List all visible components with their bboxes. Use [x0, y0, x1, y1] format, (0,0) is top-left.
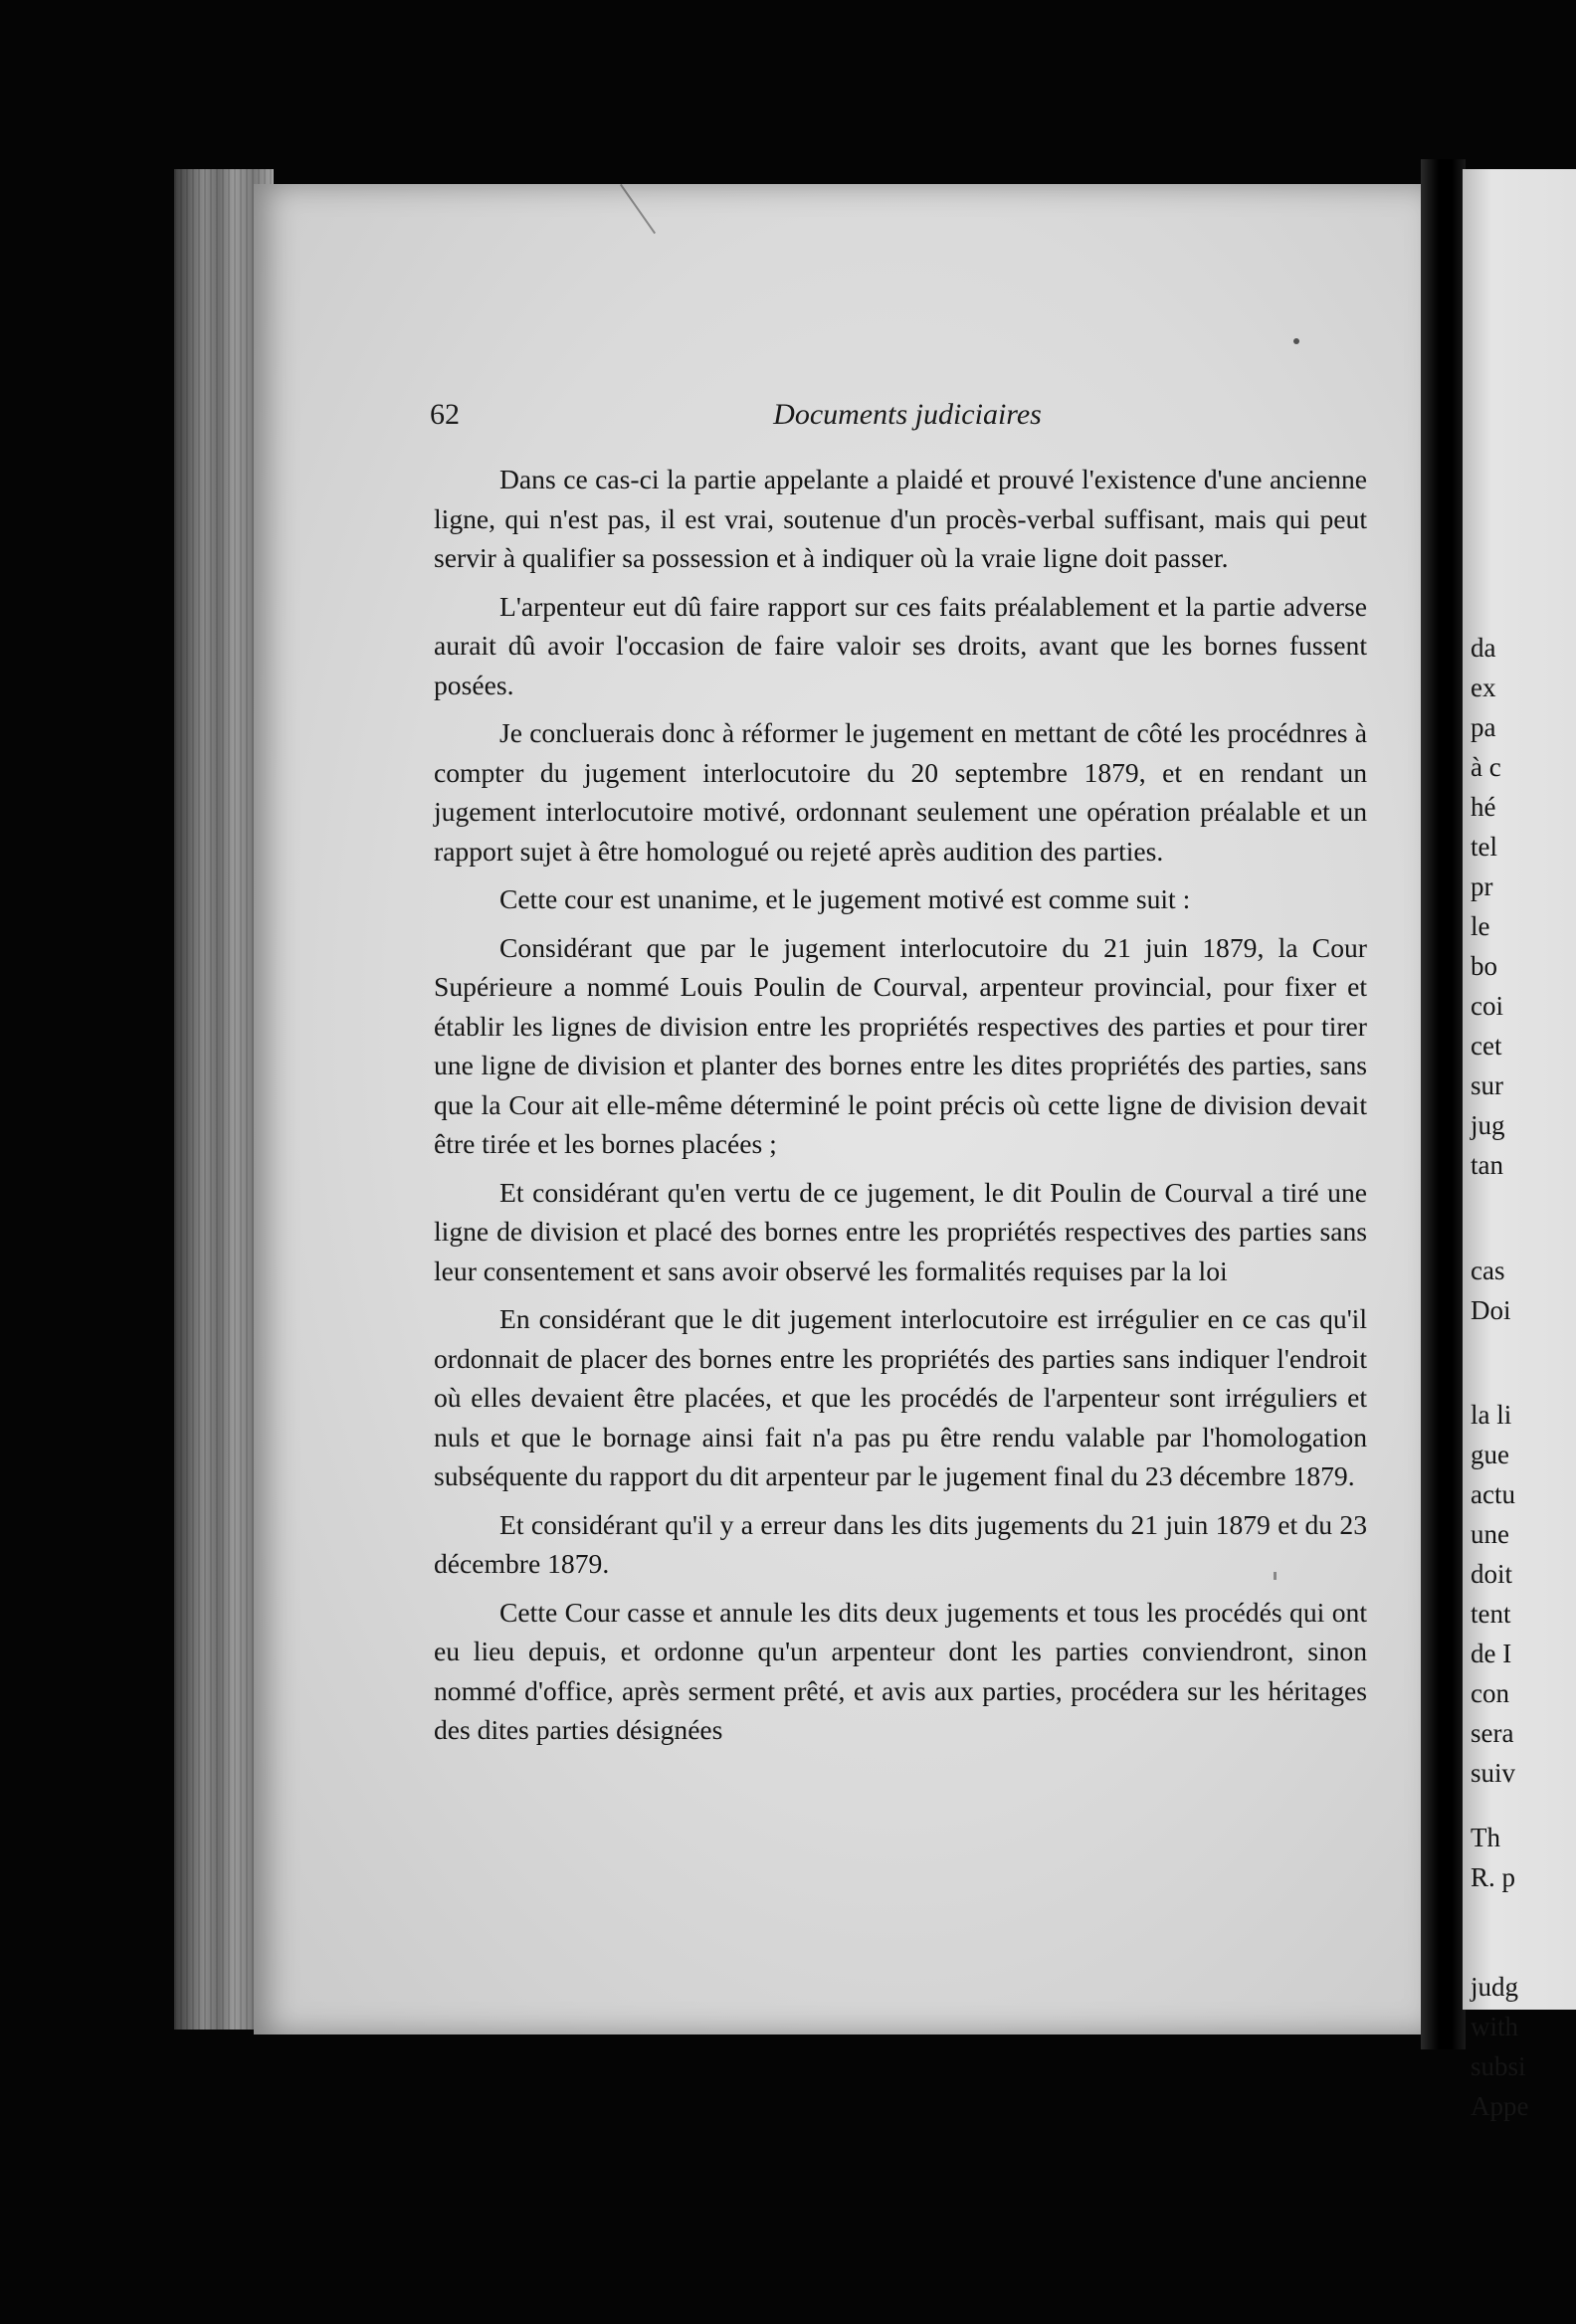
next-page-fragment: pr	[1471, 872, 1493, 901]
next-page-fragment: hé	[1471, 792, 1496, 822]
body-text	[434, 460, 1367, 1759]
next-page-fragment: Appe	[1471, 2091, 1529, 2121]
paragraph: L'arpenteur eut dû faire rapport sur ces faits préalablement et la partie adverse aurait dû avoir l'occasion de faire valoir ses droits, avant que les bornes fussent posées.	[434, 590, 1367, 700]
next-page-fragment: la li	[1471, 1400, 1512, 1430]
next-page-fragment: judg	[1471, 1972, 1519, 2002]
scan-mark	[1274, 1572, 1277, 1580]
next-page-fragment: jug	[1471, 1110, 1505, 1140]
next-page-fragment: actu	[1471, 1479, 1515, 1509]
running-title: Documents judiciaires	[773, 398, 1042, 431]
paragraph: Dans ce cas-ci la partie appelante a plaidé et prouvé l'existence d'une ancienne ligne, qui n'est pas, il est vrai, soutenue d'un procès-verbal suffisant, mais qui peut servir à qualifier sa possession et à indiquer où la vraie ligne doit passer.	[434, 464, 1367, 573]
next-page-fragment: cas	[1471, 1256, 1505, 1285]
paragraph: Et considérant qu'il y a erreur dans les dits jugements du 21 juin 1879 et du 23 décembre 1879.	[434, 1508, 1367, 1579]
book-gutter	[1421, 159, 1466, 2049]
paragraph: Et considérant qu'en vertu de ce jugement, le dit Poulin de Courval a tiré une ligne de division et placé des bornes entre les propriétés respectives des parties sans leur consentement et sans avoir observé les formalités requises par la loi	[434, 1176, 1367, 1286]
next-page-fragment: Doi	[1471, 1295, 1511, 1325]
next-page-fragment: une	[1471, 1519, 1509, 1549]
next-page-fragment: sera	[1471, 1718, 1514, 1748]
scan-dot	[1293, 338, 1299, 344]
next-page-fragment: pa	[1471, 712, 1496, 742]
next-page-fragment: à c	[1471, 752, 1501, 782]
next-page-fragment: doit	[1471, 1559, 1513, 1589]
next-page-fragment: ex	[1471, 673, 1496, 702]
next-page-fragment: tent	[1471, 1599, 1511, 1629]
next-page-fragment: with	[1471, 2012, 1519, 2041]
next-page-fragment: suiv	[1471, 1758, 1516, 1788]
next-page-fragment: sur	[1471, 1070, 1503, 1100]
paragraph: En considérant que le dit jugement interlocutoire est irrégulier en ce cas qu'il ordonnait de placer des bornes entre les propriétés des parties sans indiquer l'endroit où elles devaient être placées, et que les procédés de l'arpenteur sont irréguliers et nuls et que le bornage ainsi fait n'a pas pu être rendu valable par l'homologation subséquente du rapport du dit arpenteur par le jugement final du 23 décembre 1879.	[434, 1303, 1367, 1491]
next-page-fragment: tan	[1471, 1150, 1503, 1180]
paragraph: Je concluerais donc à réformer le jugement en mettant de côté les procédnres à compter du jugement interlocutoire du 20 septembre 1879, et en rendant un jugement interlocutoire motivé, ordonnant seulement une opération préalable et un rapport sujet à être homologué ou rejeté après audition des parties.	[434, 717, 1367, 867]
next-page-fragment: tel	[1471, 832, 1497, 862]
next-page-fragment: subsi	[1471, 2051, 1526, 2081]
paragraph: Cette cour est unanime, et le jugement motivé est comme suit :	[499, 883, 1191, 914]
next-page-edge	[1463, 169, 1576, 2121]
next-page-fragment: coi	[1471, 991, 1503, 1021]
next-page-fragment: le	[1471, 911, 1490, 941]
paragraph: Cette Cour casse et annule les dits deux jugements et tous les procédés qui ont eu lieu depuis, et ordonne qu'un arpenteur dont les parties conviendront, sinon nommé d'office, après serment prêté, et avis aux parties, procédera sur les héritages des dites parties désignées	[434, 1596, 1367, 1745]
next-page-fragment: de I	[1471, 1639, 1512, 1668]
next-page-fragment: bo	[1471, 951, 1497, 981]
paragraph: Considérant que par le jugement interlocutoire du 21 juin 1879, la Cour Supérieure a nommé Louis Poulin de Courval, arpenteur provincial, pour fixer et établir les lignes de division entre les propriétés respectives des parties et pour tirer une ligne de division et planter des bornes entre les dites propriétés des parties, sans que la Cour ait elle-même déterminé le point précis où cette ligne de division devait être tirée et les bornes placées ;	[434, 931, 1367, 1159]
next-page-fragment: con	[1471, 1678, 1509, 1708]
running-head	[430, 398, 1385, 448]
next-page-fragment: gue	[1471, 1440, 1509, 1469]
next-page-fragment: Th	[1471, 1823, 1500, 1852]
next-page-fragment: cet	[1471, 1031, 1502, 1061]
next-page-fragment: da	[1471, 633, 1496, 663]
page-number: 62	[430, 398, 460, 431]
next-page-fragment: R. p	[1471, 1862, 1516, 1892]
